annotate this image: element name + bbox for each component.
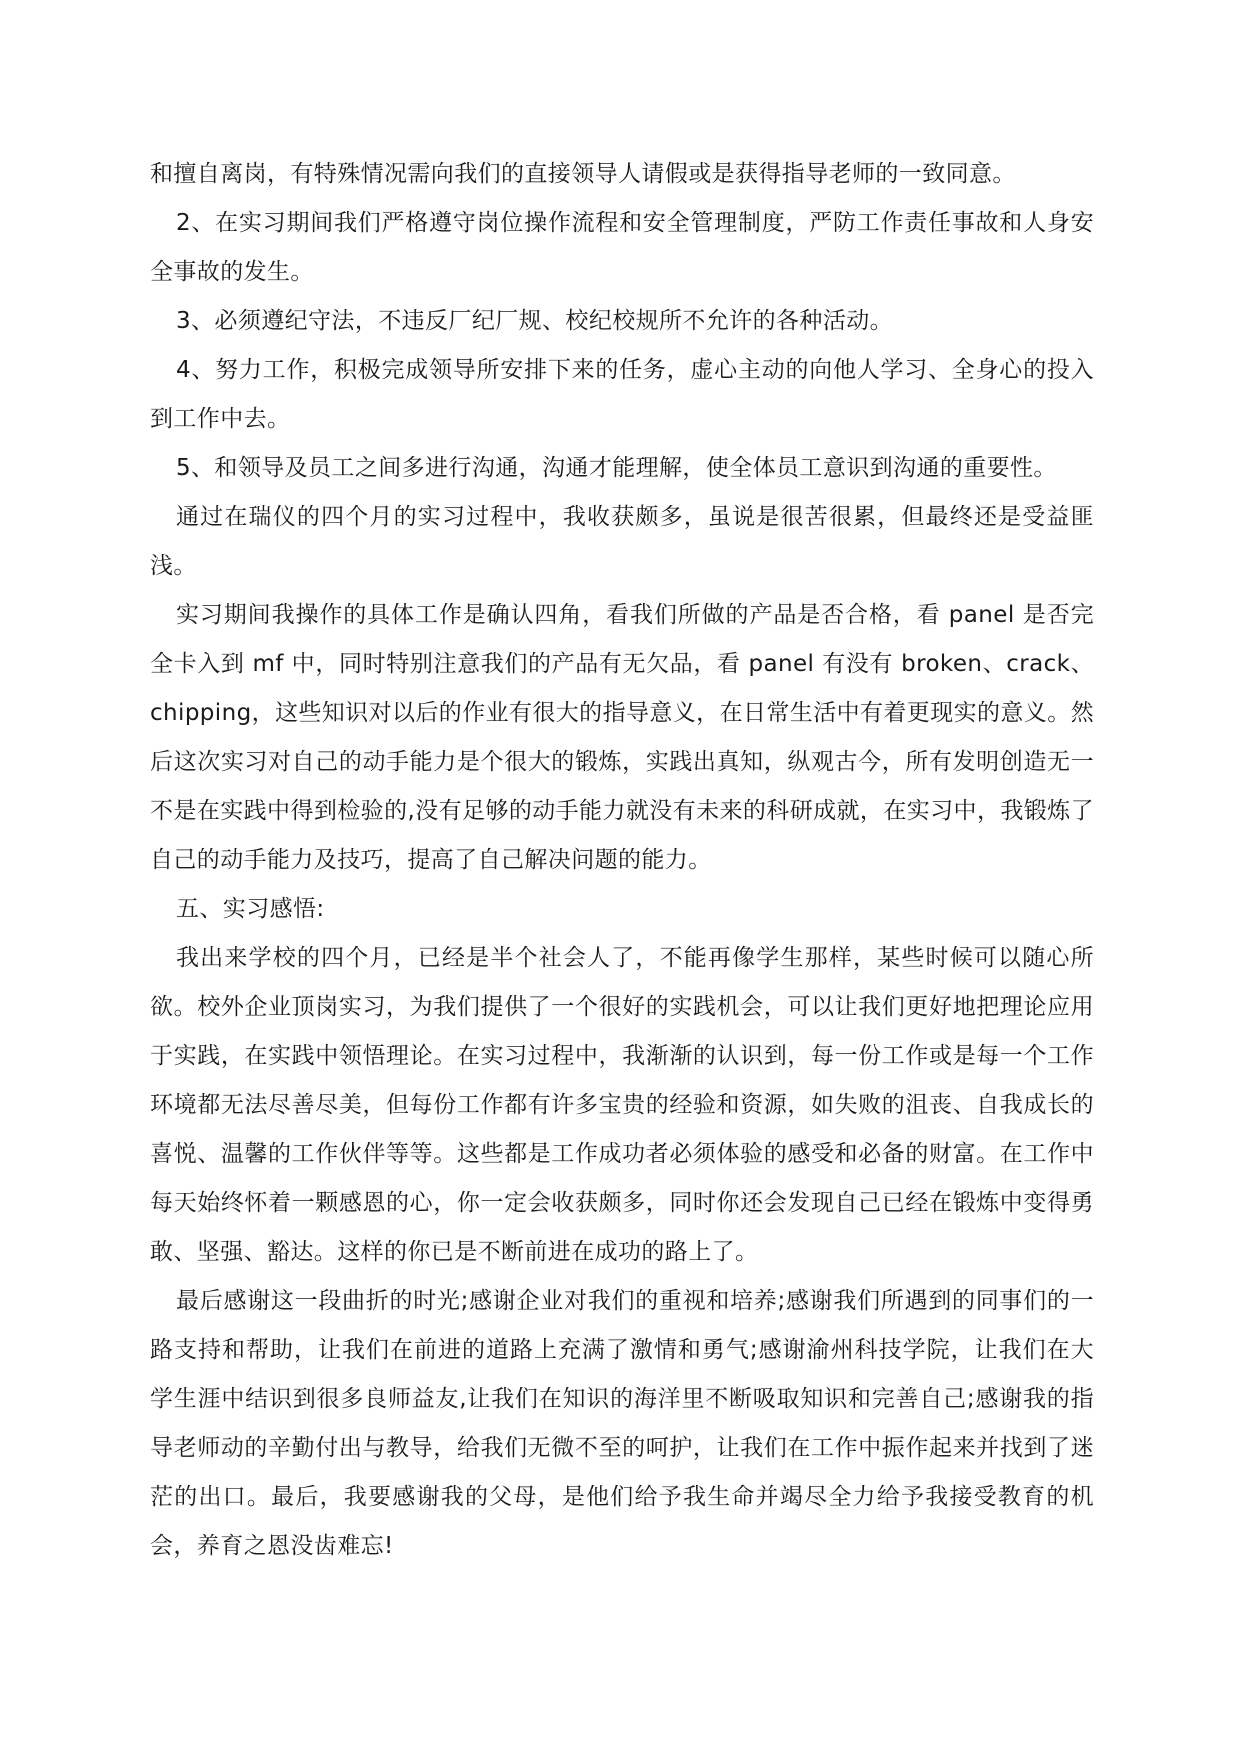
- document-body: [150, 150, 1094, 1571]
- section-heading-reflections: 五、实习感悟:: [176, 896, 325, 922]
- paragraph-rule-2: 2、在实习期间我们严格遵守岗位操作流程和安全管理制度，严防工作责任事故和人身安全事故的发生。: [150, 210, 1094, 285]
- paragraph-rule-5: 5、和领导及员工之间多进行沟通，沟通才能理解，使全体员工意识到沟通的重要性。: [176, 455, 1057, 481]
- paragraph-acknowledgements: 最后感谢这一段曲折的时光;感谢企业对我们的重视和培养;感谢我们所遇到的同事们的一路支持和帮助，让我们在前进的道路上充满了激情和勇气;感谢渝州科技学院，让我们在大学生涯中结识到很多良师益友,让我们在知识的海洋里不断吸取知识和完善自己;感谢我的指导老师动的辛勤付出与教导，给我们无微不至的呵护，让我们在工作中振作起来并找到了迷茫的出口。最后，我要感谢我的父母，是他们给予我生命并竭尽全力给予我接受教育的机会，养育之恩没齿难忘!: [150, 1288, 1094, 1559]
- paragraph-rule-4: 4、努力工作，积极完成领导所安排下来的任务，虚心主动的向他人学习、全身心的投入到工作中去。: [150, 357, 1094, 432]
- paragraph-continuation: 和擅自离岗，有特殊情况需向我们的直接领导人请假或是获得指导老师的一致同意。: [150, 161, 1016, 187]
- paragraph-rule-3: 3、必须遵纪守法，不违反厂纪厂规、校纪校规所不允许的各种活动。: [176, 308, 894, 334]
- paragraph-work-details: 实习期间我操作的具体工作是确认四角，看我们所做的产品是否合格，看 panel 是否完全卡入到 mf 中，同时特别注意我们的产品有无欠品，看 panel 有没有 broken、crack、chipping，这些知识对以后的作业有很大的指导意义，在日常生活中有着更现实的意义。然后这次实习对自己的动手能力是个很大的锻炼，实践出真知，纵观古今，所有发明创造无一不是在实践中得到检验的,没有足够的动手能力就没有未来的科研成就，在实习中，我锻炼了自己的动手能力及技巧，提高了自己解决问题的能力。: [150, 602, 1094, 873]
- paragraph-reflections: 我出来学校的四个月，已经是半个社会人了，不能再像学生那样，某些时候可以随心所欲。校外企业顶岗实习，为我们提供了一个很好的实践机会，可以让我们更好地把理论应用于实践，在实践中领悟理论。在实习过程中，我渐渐的认识到，每一份工作或是每一个工作环境都无法尽善尽美，但每份工作都有许多宝贵的经验和资源，如失败的沮丧、自我成长的喜悦、温馨的工作伙伴等等。这些都是工作成功者必须体验的感受和必备的财富。在工作中每天始终怀着一颗感恩的心，你一定会收获颇多，同时你还会发现自己已经在锻炼中变得勇敢、坚强、豁达。这样的你已是不断前进在成功的路上了。: [150, 945, 1094, 1265]
- paragraph-summary: 通过在瑞仪的四个月的实习过程中，我收获颇多，虽说是很苦很累，但最终还是受益匪浅。: [150, 504, 1094, 579]
